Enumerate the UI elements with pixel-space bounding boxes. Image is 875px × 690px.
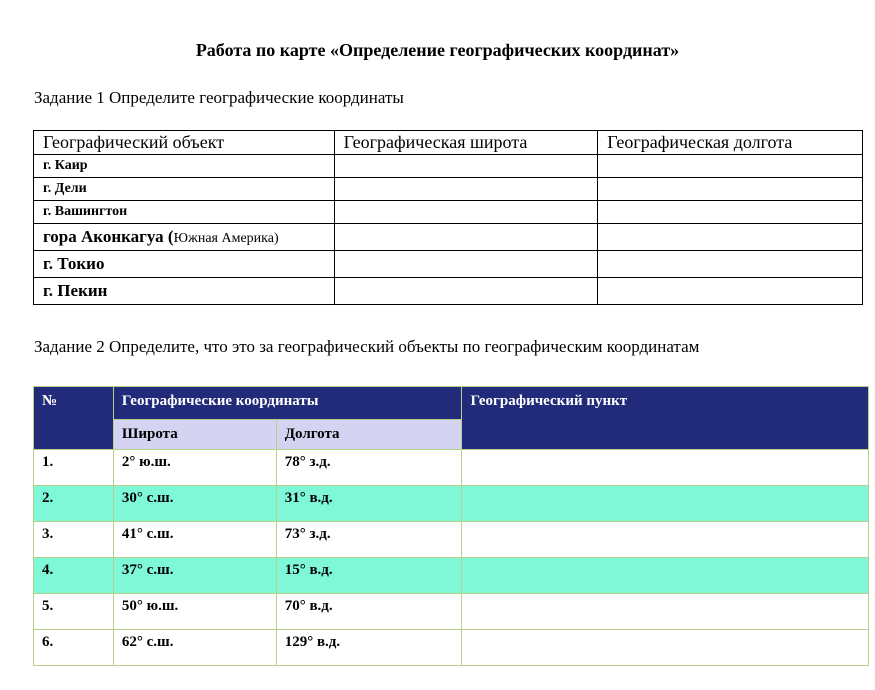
place-answer-cell[interactable]	[462, 486, 869, 522]
table-row	[34, 522, 869, 558]
latitude-value: 62° с.ш.	[113, 630, 276, 666]
page-title: Работа по карте «Определение географических координат»	[195, 40, 680, 60]
column-header-longitude: Долгота	[276, 420, 462, 450]
longitude-value: 73° з.д.	[276, 522, 462, 558]
object-cell	[34, 224, 335, 251]
task2-heading: Задание 2 Определите, что это за географический объекты по географическим координатам	[34, 337, 700, 356]
place-answer-cell[interactable]	[462, 630, 869, 666]
column-header-object: Географический объект	[34, 131, 335, 155]
latitude-value: 2° ю.ш.	[113, 450, 276, 486]
table-row	[34, 558, 869, 594]
table-header-row	[34, 131, 863, 155]
latitude-value: 41° с.ш.	[113, 522, 276, 558]
column-header-latitude: Географическая широта	[334, 131, 598, 155]
longitude-answer-cell[interactable]	[598, 278, 863, 305]
latitude-value: 50° ю.ш.	[113, 594, 276, 630]
latitude-answer-cell[interactable]	[334, 178, 598, 201]
column-header-longitude: Географическая долгота	[598, 131, 863, 155]
row-number: 6.	[34, 630, 114, 666]
table-row	[34, 178, 863, 201]
place-answer-cell[interactable]	[462, 558, 869, 594]
table-row	[34, 155, 863, 178]
longitude-answer-cell[interactable]	[598, 251, 863, 278]
table-row	[34, 450, 869, 486]
object-cell: г. Каир	[34, 155, 335, 178]
column-header-coordinates: Географические координаты	[113, 387, 462, 420]
table-row	[34, 486, 869, 522]
column-header-number: №	[34, 387, 114, 450]
place-answer-cell[interactable]	[462, 450, 869, 486]
place-answer-cell[interactable]	[462, 594, 869, 630]
table-row	[34, 594, 869, 630]
longitude-value: 70° в.д.	[276, 594, 462, 630]
longitude-value: 78° з.д.	[276, 450, 462, 486]
table-row	[34, 630, 869, 666]
latitude-answer-cell[interactable]	[334, 224, 598, 251]
longitude-answer-cell[interactable]	[598, 178, 863, 201]
table-header-row	[34, 387, 869, 420]
longitude-answer-cell[interactable]	[598, 155, 863, 178]
identify-places-table	[33, 386, 869, 666]
row-number: 4.	[34, 558, 114, 594]
latitude-value: 30° с.ш.	[113, 486, 276, 522]
object-cell: г. Токио	[34, 251, 335, 278]
table-row	[34, 251, 863, 278]
task1-heading: Задание 1 Определите географические координаты	[34, 88, 404, 107]
row-number: 1.	[34, 450, 114, 486]
longitude-value: 129° в.д.	[276, 630, 462, 666]
object-name: гора Аконкагуа (	[43, 227, 174, 246]
row-number: 2.	[34, 486, 114, 522]
row-number: 5.	[34, 594, 114, 630]
object-cell: г. Пекин	[34, 278, 335, 305]
table-row	[34, 278, 863, 305]
latitude-answer-cell[interactable]	[334, 201, 598, 224]
row-number: 3.	[34, 522, 114, 558]
longitude-answer-cell[interactable]	[598, 224, 863, 251]
longitude-value: 31° в.д.	[276, 486, 462, 522]
object-note: Южная Америка)	[173, 231, 279, 246]
table-row	[34, 201, 863, 224]
longitude-value: 15° в.д.	[276, 558, 462, 594]
longitude-answer-cell[interactable]	[598, 201, 863, 224]
table-row	[34, 224, 863, 251]
place-answer-cell[interactable]	[462, 522, 869, 558]
object-cell: г. Вашингтон	[34, 201, 335, 224]
column-header-place: Географический пункт	[462, 387, 869, 450]
latitude-answer-cell[interactable]	[334, 251, 598, 278]
latitude-answer-cell[interactable]	[334, 155, 598, 178]
object-cell: г. Дели	[34, 178, 335, 201]
latitude-value: 37° с.ш.	[113, 558, 276, 594]
coordinates-table	[33, 130, 863, 305]
latitude-answer-cell[interactable]	[334, 278, 598, 305]
column-header-latitude: Широта	[113, 420, 276, 450]
